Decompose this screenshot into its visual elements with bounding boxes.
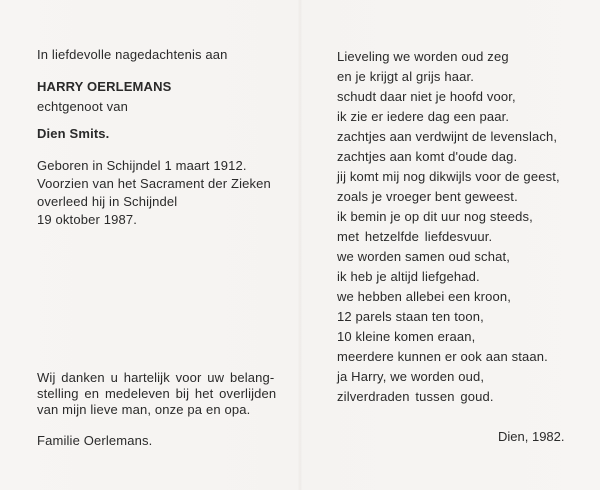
poem-line: Lieveling we worden oud zeg xyxy=(337,49,509,64)
bio-line: 19 oktober 1987. xyxy=(37,212,137,227)
poem-line: we worden samen oud schat, xyxy=(337,249,510,264)
poem-signature: Dien, 1982. xyxy=(498,429,565,444)
bio-line: overleed hij in Schijndel xyxy=(37,194,178,209)
left-panel xyxy=(37,0,287,490)
poem-line: ja Harry, we worden oud, xyxy=(337,369,485,384)
poem-line: 12 parels staan ten toon, xyxy=(337,309,484,324)
poem-line: zoals je vroeger bent geweest. xyxy=(337,189,518,204)
poem-line: zachtjes aan komt d'oude dag. xyxy=(337,149,518,164)
intro-text: In liefdevolle nagedachtenis aan xyxy=(37,47,228,62)
poem-line: we hebben allebei een kroon, xyxy=(337,289,512,304)
thanks-line: van mijn lieve man, onze pa en opa. xyxy=(37,402,251,417)
spouse-name: Dien Smits. xyxy=(37,126,110,141)
poem-line: ik bemin je op dit uur nog steeds, xyxy=(337,209,533,224)
poem-line: ik zie er iedere dag een paar. xyxy=(337,109,510,124)
poem-line: en je krijgt al grijs haar. xyxy=(337,69,475,84)
family-signature: Familie Oerlemans. xyxy=(37,433,153,448)
poem-line: schudt daar niet je hoofd voor, xyxy=(337,89,516,104)
poem-line: 10 kleine komen eraan, xyxy=(337,329,476,344)
poem-panel xyxy=(337,0,577,490)
poem-line: meerdere kunnen er ook aan staan. xyxy=(337,349,548,364)
relation-text: echtgenoot van xyxy=(37,99,129,114)
poem-line: met hetzelfde liefdesvuur. xyxy=(337,229,493,244)
thanks-line: Wij danken u hartelijk voor uw belang- xyxy=(37,370,275,385)
deceased-name: HARRY OERLEMANS xyxy=(37,79,172,94)
bio-line: Voorzien van het Sacrament der Zieken xyxy=(37,176,271,191)
thanks-line: stelling en medeleven bij het overlijden xyxy=(37,386,277,401)
poem-line: zachtjes aan verdwijnt de levenslach, xyxy=(337,129,558,144)
poem-line: jij komt mij nog dikwijls voor de geest, xyxy=(337,169,560,184)
bio-line: Geboren in Schijndel 1 maart 1912. xyxy=(37,158,247,173)
poem-line: ik heb je altijd liefgehad. xyxy=(337,269,480,284)
poem-line: zilverdraden tussen goud. xyxy=(337,389,494,404)
